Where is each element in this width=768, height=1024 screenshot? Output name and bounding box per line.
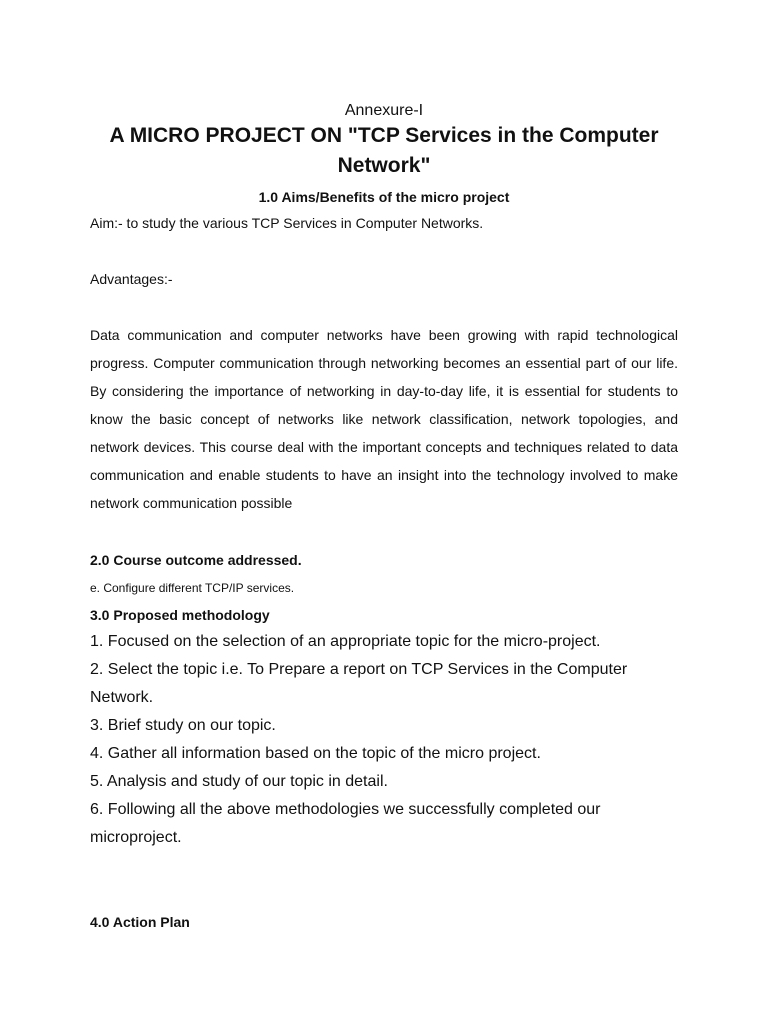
- section-4-heading: 4.0 Action Plan: [90, 914, 190, 930]
- section-1-heading: 1.0 Aims/Benefits of the micro project: [258, 189, 510, 205]
- aim-text: Aim:- to study the various TCP Services in Computer Networks.: [90, 215, 484, 231]
- advantages-label: Advantages:-: [90, 271, 173, 287]
- methodology-list: [90, 628, 678, 852]
- section-2-heading: 2.0 Course outcome addressed.: [90, 552, 302, 568]
- methodology-step: 1. Focused on the selection of an appropriate topic for the micro-project.: [90, 633, 601, 650]
- methodology-step: 4. Gather all information based on the topic of the micro project.: [90, 745, 541, 762]
- course-outcome-text: e. Configure different TCP/IP services.: [90, 581, 295, 595]
- methodology-step: 5. Analysis and study of our topic in detail.: [90, 773, 388, 790]
- section-3-heading: 3.0 Proposed methodology: [90, 607, 270, 623]
- advantages-paragraph: Data communication and computer networks have been growing with rapid technological progress. Computer communication through networking becomes an essential part of our life. By considering the importance of networking in day-to-day life, it is essential for students to know the basic concept of networks like network classification, network topologies, and network devices. This course deal with the important concepts and techniques related to data communication and enable students to have an insight into the technology involved to make network communication possible: [90, 327, 678, 511]
- methodology-step: 2. Select the topic i.e. To Prepare a report on TCP Services in the Computer Network.: [90, 661, 628, 706]
- annexure-label: Annexure-I: [344, 102, 424, 119]
- methodology-step: 6. Following all the above methodologies we successfully completed our microproject.: [90, 801, 601, 846]
- methodology-step: 3. Brief study on our topic.: [90, 717, 276, 734]
- document-title: A MICRO PROJECT ON "TCP Services in the Computer Network": [109, 124, 659, 177]
